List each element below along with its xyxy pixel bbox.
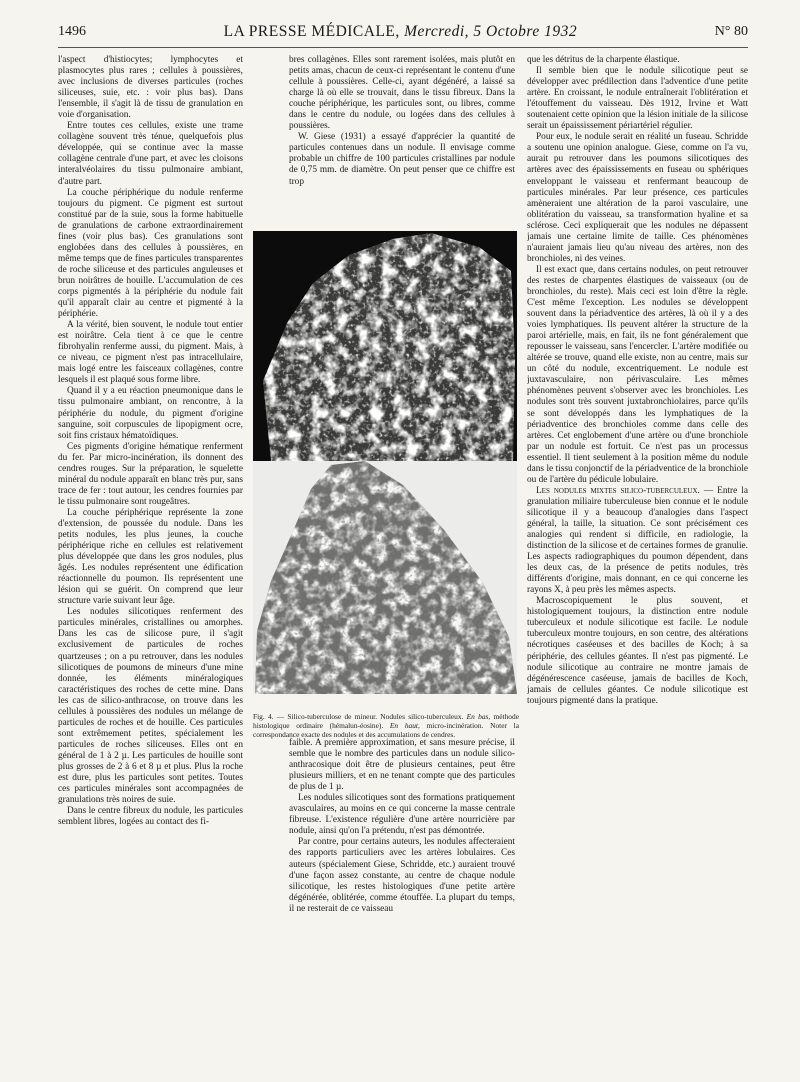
issue-date: Mercredi, 5 Octobre 1932 bbox=[404, 23, 578, 40]
caption-top-label: En haut, bbox=[389, 721, 420, 730]
caption-text: Silico-tuberculose de mineur. Nodules silico-tuberculeux. bbox=[287, 712, 464, 721]
paragraph: A la vérité, bien souvent, le nodule tout entier est noirâtre. Cela tient à ce que le centre fibrohyalin renferme aussi, du pigment. Mais, à ce niveau, ce pigment n'est pas intracellulaire, mais logé entre les faisceaux collagènes, contre lesquels il est plaqué sous forme libre. bbox=[58, 320, 243, 386]
paragraph: Il semble bien que le nodule silicotique peut se développer avec prédilection dans l'adventice d'une petite artère. En croissant, le nodule entraînerait l'oblitération et l'étouffement du vaisseau. Dès 1912, Irvine et Watt soutenaient cette opinion que la lésion initiale de la silicose serait un épaississement périartériel régulier. bbox=[527, 66, 748, 132]
paragraph: Ces pigments d'origine hématique renferment du fer. Par micro-incinération, ils donnent des cendres rouges. Sur la préparation, le squelette minéral du nodule apparaît en blanc très pur, sans trace de fer : tout autour, les cendres fournies par le tissu pulmonaire sont rougeâtres. bbox=[58, 441, 243, 507]
paragraph: l'aspect d'histiocytes; lymphocytes et plasmocytes plus rares ; cellules à poussières, avec inclusions de diverses particules (roches siliceuses, suie, etc. : voir plus bas). Dans l'ensemble, il s'agit là de tissu de granulation en voie d'organisation. bbox=[58, 55, 243, 121]
paragraph: Les nodules silicotiques renferment des particules minérales, cristallines ou amorphes. Dans les cas de silicose pure, il s'agit exclusivement de particules de roches quartzeuses ; on a pu retrouver, dans les nodules silicotiques de poumons de mineurs d'une mine donnée, les éléments minéralogiques caractéristiques des roches de cette mine. Dans les cas de silico-anthracose, on trouve dans les cellules à poussières des nodules un mélange de particules de roches et de houille. Ces particules sont extrêmement petites, spécialement les particules de roches siliceuses. Elles ont en général de 1 à 2 µ. Les particules de houille sont plus grosses de 2 à 6 et 8 µ et plus. Plus la roche est dure, plus les particules sont petites. Toutes ces particules minérales sont accompagnées de granulations très noires de suie. bbox=[58, 607, 243, 806]
micrograph-bottom-histology bbox=[253, 461, 517, 694]
caption-bottom-label: En bas, bbox=[466, 712, 491, 721]
paragraph: Entre toutes ces cellules, existe une trame collagène souvent très ténue, quelquefois plus développée, qui se continue avec la masse collagène centrale d'une part, et avec les cloisons interalvéolaires du tissu pulmonaire ambiant, d'autre part. bbox=[58, 121, 243, 187]
figure-micrograph bbox=[253, 231, 517, 694]
paragraph: Macroscopiquement le plus souvent, et histologiquement toujours, la distinction entre nodule tuberculeux et nodule silicotique est facile. Le nodule tuberculeux montre toujours, en son centre, des altérations nécrotiques caséeuses et des bacilles de Koch; à sa périphérie, des cellules géantes. Il n'est pas pigmenté. Le nodule silicotique au contraire ne montre jamais de dégénérescence caséeuse, jamais de bacilles de Koch, jamais de cellules géantes. Ce nodule silicotique est toujours pigmenté dans la pratique. bbox=[527, 596, 748, 706]
header-rule bbox=[58, 47, 748, 48]
caption-bottom-text: méthode histologique ordinaire (hémalun-éosine). bbox=[253, 712, 519, 730]
journal-title bbox=[224, 23, 578, 41]
paragraph: Dans le centre fibreux du nodule, les particules semblent libres, logées au contact des fi- bbox=[58, 806, 243, 828]
paragraph: W. Giese (1931) a essayé d'apprécier la quantité de particules contenues dans un nodule. Il envisage comme probable un chiffre de 100 particules cristallines par nodule de 0,75 mm. de diamètre. On peut penser que ce chiffre est trop bbox=[289, 132, 515, 187]
paragraph: Les nodules silicotiques sont des formations pratiquement avasculaires, au moins en ce qui concerne la masse centrale fibreuse. L'existence régulière d'une artère nourricière par nodule, ainsi qu'on l'a prétendu, n'est pas démontrée. bbox=[289, 793, 515, 837]
paragraph: Quand il y a eu réaction pneumonique dans le tissu pulmonaire ambiant, on rencontre, à la périphérie du nodule, du pigment d'origine sanguine, soit corpuscules de lipopigment ocre, soit fins cristaux hématoïdiques. bbox=[58, 386, 243, 441]
section-heading: Les nodules mixtes silico-tuberculeux. bbox=[536, 485, 700, 496]
paragraph: Pour eux, le nodule serait en réalité un fuseau. Schridde a soutenu une opinion analogue. Giese, comme on l'a vu, aurait pu retrouver dans les poumons silicotiques des artères avec des épaississements en fuseau ou sphériques enveloppant le vaisseau et renfermant beaucoup de particules minérales. Par leur présence, ces particules amèneraient une altération de la paroi vasculaire, une oblitération du vaisseau, sa transformation hyaline et sa sclérose. Ceci expliquerait que les nodules ne dépassent jamais une certaine limite de taille. Ces phénomènes n'auraient jamais lieu qu'au niveau des artères, non des bronchioles, ni des veines. bbox=[527, 132, 748, 264]
issue-number: N° 80 bbox=[714, 24, 748, 39]
column-middle-bottom bbox=[289, 738, 515, 1064]
column-left bbox=[58, 55, 243, 1065]
paragraph-text: — Entre la granulation miliaire tuberculeuse bien connue et le nodule silicotique il y a beaucoup d'analogies dans l'aspect général, la taille, la situation. Ce sont précisément ces analogies qui rendent si difficile, en radiologie, la distinction de la silicose et de certaines formes de granulie. Les aspects radiographiques du poumon dépendent, dans les deux cas, de la présence de petits nodules, très différents d'origine, mais donnant, en ce qui concerne les rayons X, à peu près les mêmes aspects. bbox=[527, 485, 748, 596]
paragraph: Par contre, pour certains auteurs, les nodules affecteraient des rapports particuliers avec les artères lobulaires. Ces auteurs (spécialement Giese, Schridde, etc.) auraient trouvé d'une façon assez constante, au centre de chaque nodule silicotique, les restes histologiques d'une petite artère dégénérée, oblitérée, comme étouffée. La plupart du temps, il ne resterait de ce vaisseau bbox=[289, 837, 515, 914]
paragraph bbox=[527, 486, 748, 596]
paragraph: La couche périphérique représente la zone d'extension, de poussée du nodule. Dans les petits nodules, les plus jeunes, la couche périphérique riche en cellules est relativement plus développée que dans les gros nodules, plus âgés. Les nodules représentent une édification réactionnelle du poumon. Ils représentent une lésion qui se guérit. On comprend que leur structure varie suivant leur âge. bbox=[58, 507, 243, 607]
paragraph: Il est exact que, dans certains nodules, on peut retrouver des restes de charpentes élastiques de vaisseaux (ou de bronchioles, du reste). Mais ceci est loin d'être la règle. C'est même l'exception. Les nodules se développent souvent dans la périadventice des artères, là où il y a des voies lymphatiques. Ils peuvent altérer la structure de la paroi artérielle, mais, en fait, ils ne font généralement que repousser le vaisseau, sans l'encercler. L'artère modifiée ou altérée se trouve, quand elle existe, non au centre, mais sur un côté du nodule, excentriquement. Le nodule est juxtavasculaire, non périvasculaire. Les mêmes phénomènes peuvent s'observer avec les bronchioles. Les nodules sont très souvent juxtabronchiolaires, parce qu'ils se sont développés dans les lymphatiques de la périadventice des bronchioles comme dans celle des artères. Cet englobement d'une artère ou d'une bronchiole par un nodule est fortuit. Ce n'est pas un processus essentiel. Il tient seulement à la position même du nodule dans le tissu conjonctif de la périadventice de la bronchiole ou de l'artère du pédicule lobulaire. bbox=[527, 264, 748, 485]
page-number: 1496 bbox=[58, 24, 86, 39]
paragraph: que les détritus de la charpente élastique. bbox=[527, 55, 680, 65]
figure-caption bbox=[253, 712, 519, 739]
running-header bbox=[58, 20, 748, 44]
caption-label: Fig. 4. — bbox=[253, 712, 285, 721]
column-right bbox=[527, 55, 748, 1065]
micrograph-top-incineration bbox=[253, 231, 517, 461]
paragraph: bres collagènes. Elles sont rarement isolées, mais plutôt en petits amas, chacun de ceux-ci représentant le contenu d'une cellule à poussières. Celle-ci, ayant dégénéré, a laissé sa charge là où elle se trouvait, dans le tissu fibreux. Dans la couche périphérique, les particules sont, ou libres, comme dans le centre du nodule, ou logées dans des cellules à poussières. bbox=[289, 55, 515, 132]
journal-name: LA PRESSE MÉDICALE, bbox=[223, 23, 400, 40]
caption-top-text: micro-incinération. Noter la correspondance exacte des nodules et des accumulations de cendres. bbox=[253, 721, 519, 739]
paragraph: La couche périphérique du nodule renferme toujours du pigment. Ce pigment est surtout constitué par de la suie, sous la forme habituelle de granulations de carbone extraordinairement fines (voir plus bas). Ces granulations sont englobées dans des cellules à poussières, en même temps que de fines particules transparentes de roche siliceuse et des particules anguleuses et brun noirâtres de houille. L'accumulation de ces corps pigmentés à la périphérie du nodule fait qu'il apparaît clair au centre et pigmenté à la périphérie. bbox=[58, 187, 243, 320]
column-middle-top bbox=[289, 55, 515, 225]
paragraph: faible. A première approximation, et sans mesure précise, il semble que le nombre des particules dans un nodule silico-anthracosique doit être de plusieurs centaines, peut être plusieurs milliers, et en ne tenant compte que des particules de plus de 1 µ. bbox=[289, 738, 515, 793]
